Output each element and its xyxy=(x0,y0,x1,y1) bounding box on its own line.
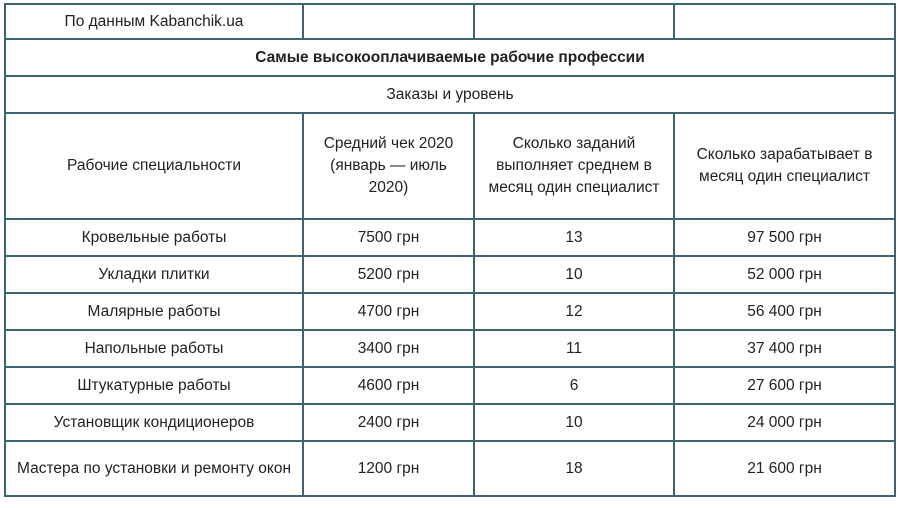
table-row xyxy=(5,404,895,441)
specialty-cell: Штукатурные работы xyxy=(5,367,303,404)
average-check-cell: 2400 грн xyxy=(303,404,474,441)
tasks-cell: 6 xyxy=(474,367,674,404)
subtitle-row xyxy=(5,76,895,113)
specialty-cell: Укладки плитки xyxy=(5,256,303,293)
table-row xyxy=(5,256,895,293)
earnings-cell: 37 400 грн xyxy=(674,330,895,367)
earnings-cell: 27 600 грн xyxy=(674,367,895,404)
source-row xyxy=(5,4,895,39)
table-row xyxy=(5,367,895,404)
tasks-cell: 11 xyxy=(474,330,674,367)
source-label: По данным Kabanchik.ua xyxy=(5,4,303,39)
specialty-cell: Малярные работы xyxy=(5,293,303,330)
tasks-cell: 18 xyxy=(474,441,674,496)
average-check-cell: 1200 грн xyxy=(303,441,474,496)
earnings-cell: 56 400 грн xyxy=(674,293,895,330)
tasks-cell: 10 xyxy=(474,256,674,293)
average-check-cell: 7500 грн xyxy=(303,219,474,256)
average-check-cell: 3400 грн xyxy=(303,330,474,367)
earnings-cell: 24 000 грн xyxy=(674,404,895,441)
average-check-cell: 4700 грн xyxy=(303,293,474,330)
tasks-cell: 13 xyxy=(474,219,674,256)
table-row xyxy=(5,441,895,496)
column-header-average-check: Средний чек 2020 (январь — июль 2020) xyxy=(303,113,474,219)
empty-cell xyxy=(474,4,674,39)
table-subtitle: Заказы и уровень xyxy=(5,76,895,113)
title-row xyxy=(5,39,895,76)
table-row xyxy=(5,293,895,330)
column-header-monthly-earnings: Сколько зарабатывает в месяц один специалист xyxy=(674,113,895,219)
average-check-cell: 5200 грн xyxy=(303,256,474,293)
professions-table xyxy=(4,3,896,497)
earnings-cell: 52 000 грн xyxy=(674,256,895,293)
earnings-cell: 21 600 грн xyxy=(674,441,895,496)
earnings-cell: 97 500 грн xyxy=(674,219,895,256)
column-header-specialty: Рабочие специальности xyxy=(5,113,303,219)
specialty-cell: Напольные работы xyxy=(5,330,303,367)
empty-cell xyxy=(303,4,474,39)
table-title: Самые высокооплачиваемые рабочие профессии xyxy=(5,39,895,76)
column-header-tasks-per-month: Сколько заданий выполняет среднем в месяц один специалист xyxy=(474,113,674,219)
specialty-cell: Мастера по установки и ремонту окон xyxy=(5,441,303,496)
specialty-cell: Кровельные работы xyxy=(5,219,303,256)
average-check-cell: 4600 грн xyxy=(303,367,474,404)
header-row xyxy=(5,113,895,219)
specialty-cell: Установщик кондиционеров xyxy=(5,404,303,441)
table-row xyxy=(5,330,895,367)
table-row xyxy=(5,219,895,256)
tasks-cell: 12 xyxy=(474,293,674,330)
empty-cell xyxy=(674,4,895,39)
tasks-cell: 10 xyxy=(474,404,674,441)
